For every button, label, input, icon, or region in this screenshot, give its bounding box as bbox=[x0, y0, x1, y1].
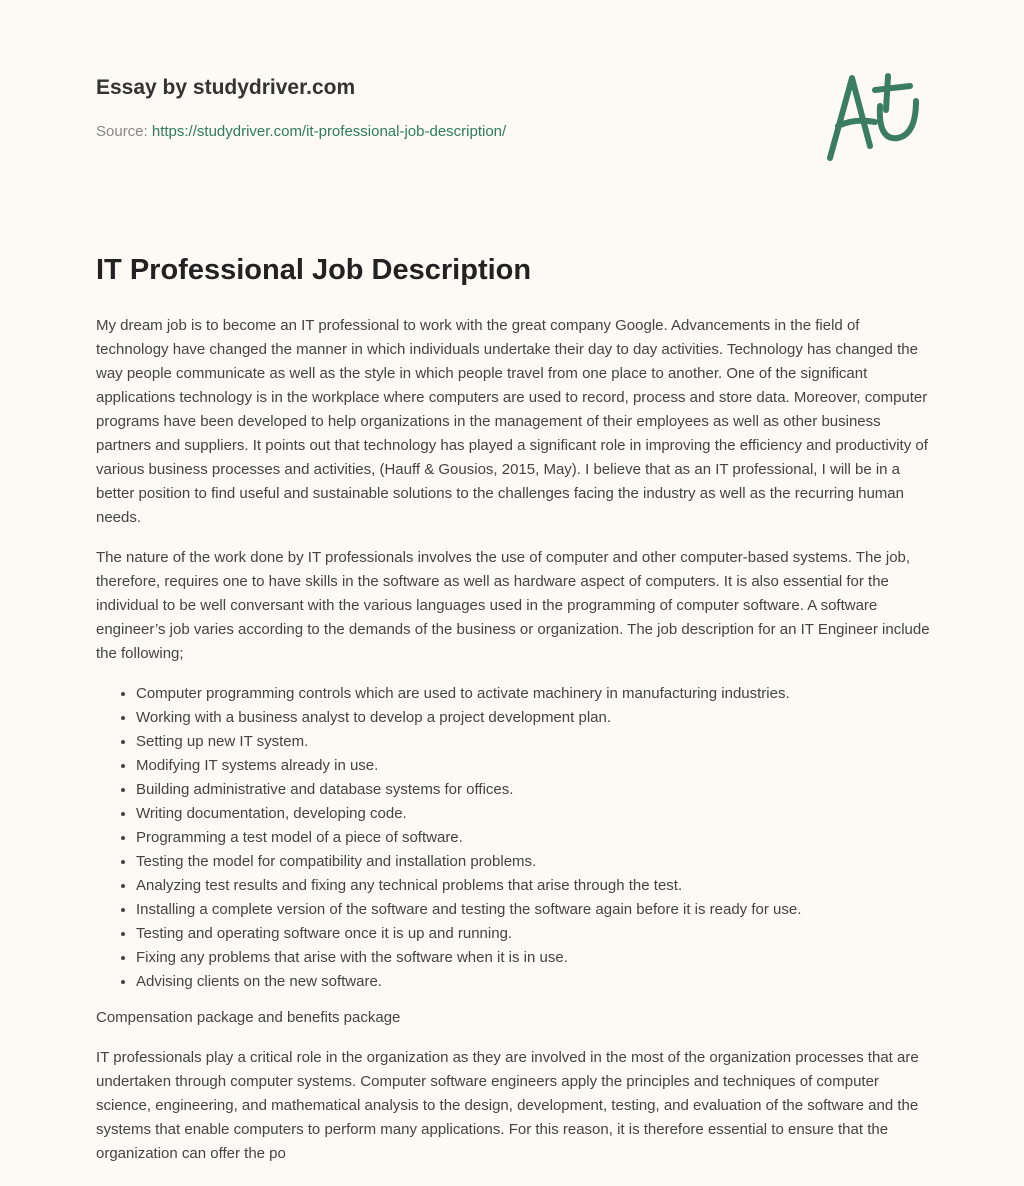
source-line bbox=[96, 123, 506, 140]
source-label: Source: bbox=[96, 123, 148, 140]
list-item: • Computer programming controls which are used to activate machinery in manufacturing industries. bbox=[136, 682, 932, 706]
list-item: • Testing the model for compatibility and installation problems. bbox=[136, 850, 932, 874]
job-duties-list bbox=[96, 682, 932, 994]
list-item: • Installing a complete version of the software and testing the software again before it is ready for use. bbox=[136, 898, 932, 922]
paragraph: IT professionals play a critical role in the organization as they are involved in the most of the organization processes that are undertaken through computer systems. Computer software engineers apply the principles and techniques of computer science, engineering, and mathematical analysis to the design, development, testing, and evaluation of the software and the systems that enable computers to perform many applications. For this reason, it is therefore essential to ensure that the organization can offer the po bbox=[96, 1049, 919, 1162]
subheading: Compensation package and benefits package bbox=[96, 1009, 401, 1026]
list-item: • Writing documentation, developing code. bbox=[136, 802, 932, 826]
a-plus-logo-icon bbox=[820, 66, 930, 166]
paragraph: My dream job is to become an IT professional to work with the great company Google. Advancements in the field of technology have changed the manner in which individuals undertake their day to day activities. Technology has changed the way people communicate as well as the style in which people travel from one place to another. One of the significant applications technology is in the workplace where computers are used to record, process and store data. Moreover, computer programs have been developed to help organizations in the management of their employees as well as other business partners and suppliers. It points out that technology has played a significant role in improving the efficiency and productivity of various business processes and activities, (Hauff & Gousios, 2015, May). I believe that as an IT professional, I will be in a better position to find useful and sustainable solutions to the challenges facing the industry as well as the recurring human needs. bbox=[96, 317, 928, 526]
list-item: • Advising clients on the new software. bbox=[136, 970, 932, 994]
page-title: IT Professional Job Description bbox=[96, 254, 532, 286]
list-item: • Programming a test model of a piece of software. bbox=[136, 826, 932, 850]
list-item: • Testing and operating software once it is up and running. bbox=[136, 922, 932, 946]
site-label: Essay by studydriver.com bbox=[96, 76, 356, 99]
source-link[interactable]: https://studydriver.com/it-professional-job-description/ bbox=[151, 123, 507, 140]
essay-body bbox=[96, 314, 932, 1182]
list-item: • Analyzing test results and fixing any technical problems that arise through the test. bbox=[136, 874, 932, 898]
paragraph: The nature of the work done by IT professionals involves the use of computer and other computer-based systems. The job, therefore, requires one to have skills in the software as well as hardware aspect of computers. It is also essential for the individual to be well conversant with the various languages used in the programming of computer software. A software engineer’s job varies according to the demands of the business or organization. The job description for an IT Engineer include the following; bbox=[96, 549, 930, 662]
list-item: • Fixing any problems that arise with the software when it is in use. bbox=[136, 946, 932, 970]
list-item: • Modifying IT systems already in use. bbox=[136, 754, 932, 778]
list-item: • Working with a business analyst to develop a project development plan. bbox=[136, 706, 932, 730]
list-item: • Setting up new IT system. bbox=[136, 730, 932, 754]
list-item: • Building administrative and database systems for offices. bbox=[136, 778, 932, 802]
